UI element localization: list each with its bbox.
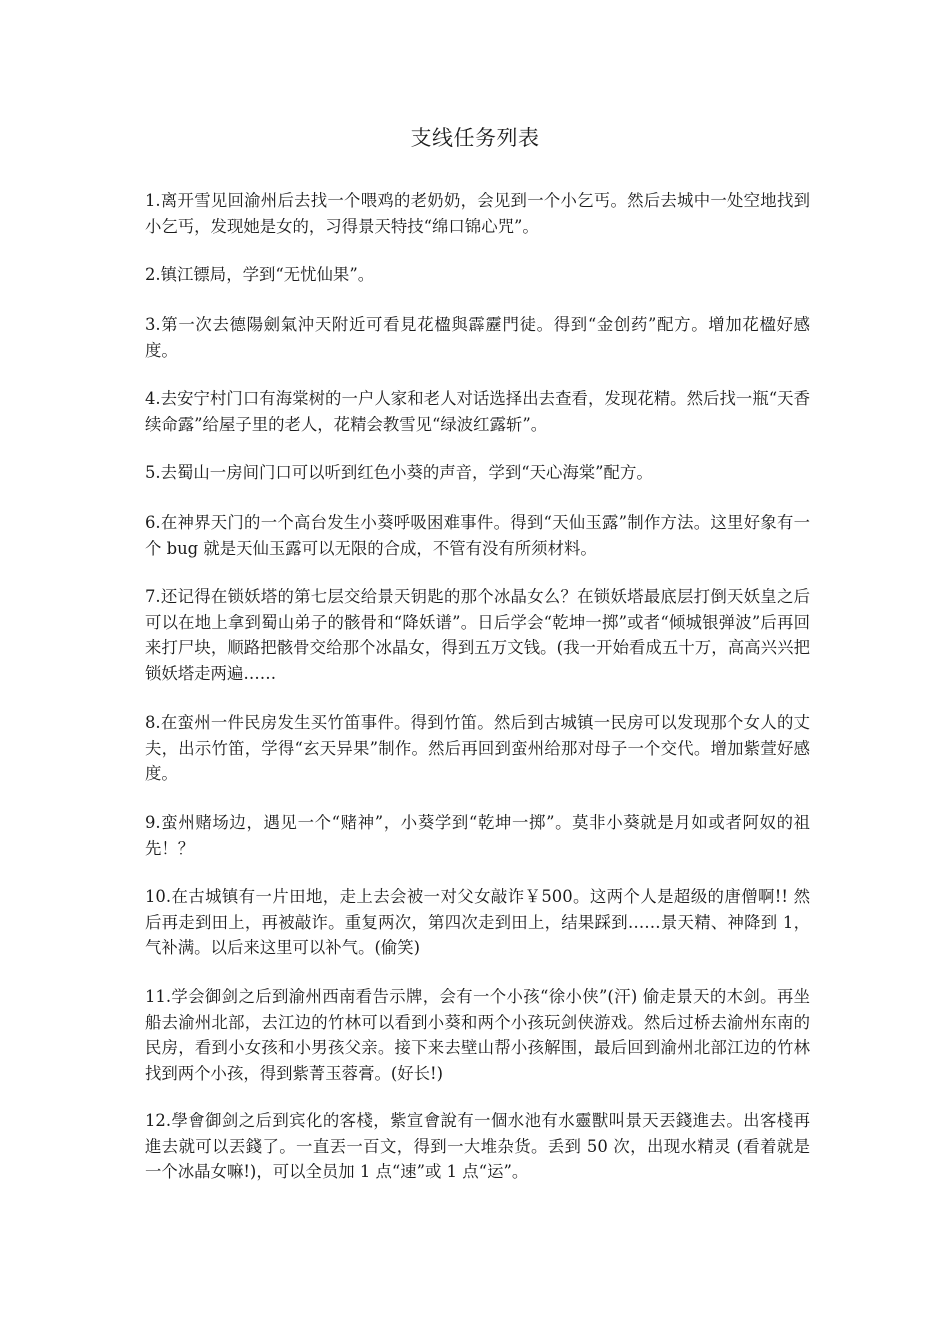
task-item-9: 9.蛮州赌场边，遇见一个“赌神”，小葵学到“乾坤一掷”。莫非小葵就是月如或者阿奴的祖先！？ xyxy=(145,813,810,858)
task-item-5: 5.去蜀山一房间门口可以听到红色小葵的声音，学到“天心海棠”配方。 xyxy=(145,463,653,482)
task-item-6: 6.在神界天门的一个高台发生小葵呼吸困难事件。得到“天仙玉露”制作方法。这里好象有一个 bug 就是天仙玉露可以无限的合成，不管有没有所须材料。 xyxy=(145,513,810,558)
task-item-3: 3.第一次去德陽劍氣沖天附近可看見花楹與霹靂門徒。得到“金创药”配方。增加花楹好感度。 xyxy=(145,315,810,360)
task-item-12: 12.學會御剑之后到宾化的客棧，紫宣會說有一個水池有水靈獸叫景天丟錢進去。出客棧再進去就可以丟錢了。一直丟一百文，得到一大堆杂货。丢到 50 次，出现水精灵 (看着就是一个冰晶女嘛!)，可以全员加 1 点“速”或 1 点“运”。 xyxy=(145,1111,810,1181)
task-item-1: 1.离开雪见回渝州后去找一个喂鸡的老奶奶，会见到一个小乞丐。然后去城中一处空地找到小乞丐，发现她是女的，习得景天特技“绵口锦心咒”。 xyxy=(145,191,810,236)
task-item-2: 2.镇江镖局，学到“无忧仙果”。 xyxy=(145,265,375,284)
task-item-7: 7.还记得在锁妖塔的第七层交给景天钥匙的那个冰晶女么？在锁妖塔最底层打倒天妖皇之后可以在地上拿到蜀山弟子的骸骨和“降妖谱”。日后学会“乾坤一掷”或者“倾城银弹波”后再回来打尸块，顺路把骸骨交给那个冰晶女，得到五万文钱。(我一开始看成五十万，高高兴兴把锁妖塔走两遍…… xyxy=(145,587,810,683)
task-item-4: 4.去安宁村门口有海棠树的一户人家和老人对话选择出去查看，发现花精。然后找一瓶“天香续命露”给屋子里的老人，花精会教雪见“绿波红露斩”。 xyxy=(145,389,810,434)
task-item-10: 10.在古城镇有一片田地，走上去会被一对父女敲诈￥500。这两个人是超级的唐僧啊!! 然后再走到田上，再被敲诈。重复两次，第四次走到田上，结果踩到……景天精、神降到 1，气补满。以后来这里可以补气。(偷笑) xyxy=(145,887,810,957)
task-item-11: 11.学会御剑之后到渝州西南看告示牌，会有一个小孩“徐小侠”(汗) 偷走景天的木剑。再坐船去渝州北部，去江边的竹林可以看到小葵和两个小孩玩剑侠游戏。然后过桥去渝州东南的民房，看到小女孩和小男孩父亲。接下来去壁山帮小孩解围，最后回到渝州北部江边的竹林找到两个小孩，得到紫菁玉蓉膏。(好长!) xyxy=(145,987,810,1083)
task-item-8: 8.在蛮州一件民房发生买竹笛事件。得到竹笛。然后到古城镇一民房可以发现那个女人的丈夫，出示竹笛，学得“玄天异果”制作。然后再回到蛮州给那对母子一个交代。增加紫萱好感度。 xyxy=(145,713,810,783)
document-title: 支线任务列表 xyxy=(410,126,540,150)
